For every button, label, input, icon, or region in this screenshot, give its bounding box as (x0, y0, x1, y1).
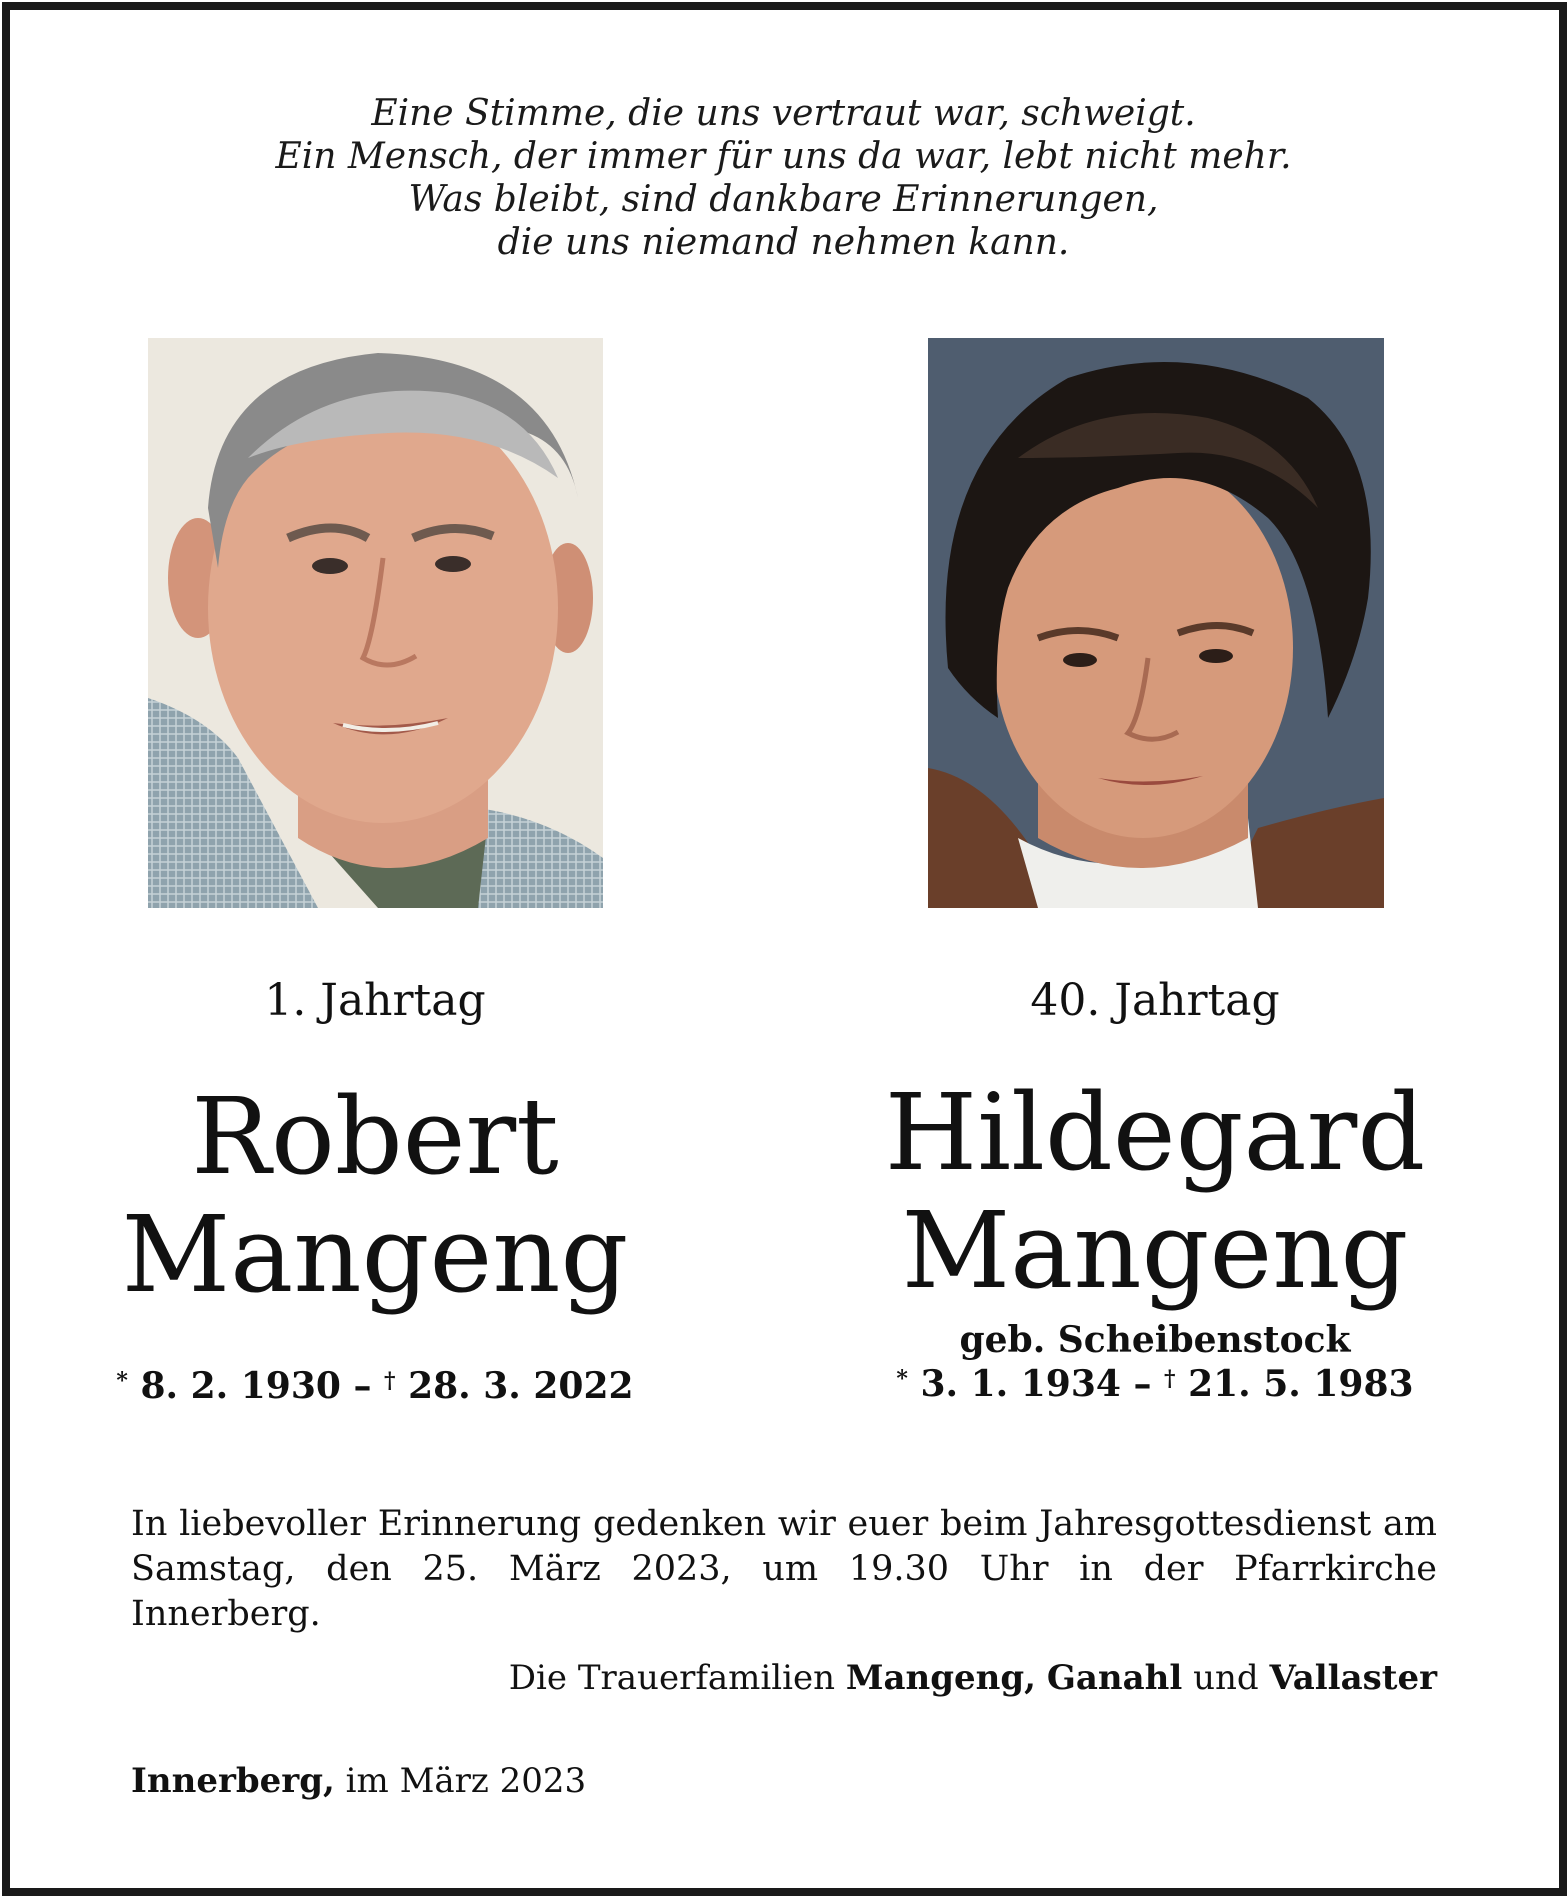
death-symbol: † (1164, 1366, 1176, 1392)
portrait-hildegard-image (928, 338, 1384, 908)
date-separator: – (1133, 1363, 1152, 1405)
signature-prefix: Die Trauerfamilien (508, 1658, 836, 1698)
birth-symbol: * (896, 1366, 908, 1392)
poem-line-4: die uns niemand nehmen kann. (497, 222, 1070, 263)
left-birth-date: 8. 2. 1930 (140, 1365, 341, 1407)
left-anniversary: 1. Jahrtag (264, 975, 486, 1026)
right-death-date: 21. 5. 1983 (1188, 1363, 1414, 1405)
right-birth-date: 3. 1. 1934 (920, 1363, 1121, 1405)
portrait-robert-image (148, 338, 603, 908)
right-last-name: Mangeng (901, 1189, 1409, 1312)
family-signature (509, 1656, 1437, 1700)
memorial-service-text: In liebevoller Erinnerung gedenken wir euer beim Jahresgottesdienst am Samstag, den 25. März 2023, um 19.30 Uhr in der Pfarrkirche Innerberg. (131, 1504, 1437, 1634)
right-first-name: Hildegard (884, 1071, 1426, 1194)
right-anniversary: 40. Jahrtag (1030, 975, 1280, 1026)
portrait-robert (148, 338, 603, 908)
place-month-year: im März 2023 (345, 1761, 587, 1801)
left-life-dates (100, 1364, 650, 1408)
place-town: Innerberg, (131, 1761, 335, 1801)
date-separator: – (353, 1365, 372, 1407)
place-date (131, 1759, 586, 1803)
left-last-name: Mangeng (121, 1193, 629, 1316)
poem-line-3: Was bleibt, sind dankbare Erinnerungen, (408, 179, 1159, 220)
family-name-1: Mangeng, (845, 1658, 1036, 1698)
family-name-2: Ganahl (1046, 1658, 1183, 1698)
signature-conjunction: und (1193, 1658, 1259, 1698)
family-name-3: Vallaster (1269, 1658, 1437, 1698)
left-death-date: 28. 3. 2022 (408, 1365, 634, 1407)
left-first-name: Robert (191, 1075, 559, 1198)
death-symbol: † (384, 1368, 396, 1394)
poem-line-1: Eine Stimme, die uns vertraut war, schweigt. (371, 93, 1196, 134)
memorial-poem (0, 92, 1567, 264)
poem-line-2: Ein Mensch, der immer für uns da war, lebt nicht mehr. (275, 136, 1292, 177)
right-birth-name: geb. Scheibenstock (959, 1319, 1351, 1361)
portrait-hildegard (928, 338, 1384, 908)
birth-symbol: * (116, 1368, 128, 1394)
right-life-dates (880, 1362, 1430, 1406)
